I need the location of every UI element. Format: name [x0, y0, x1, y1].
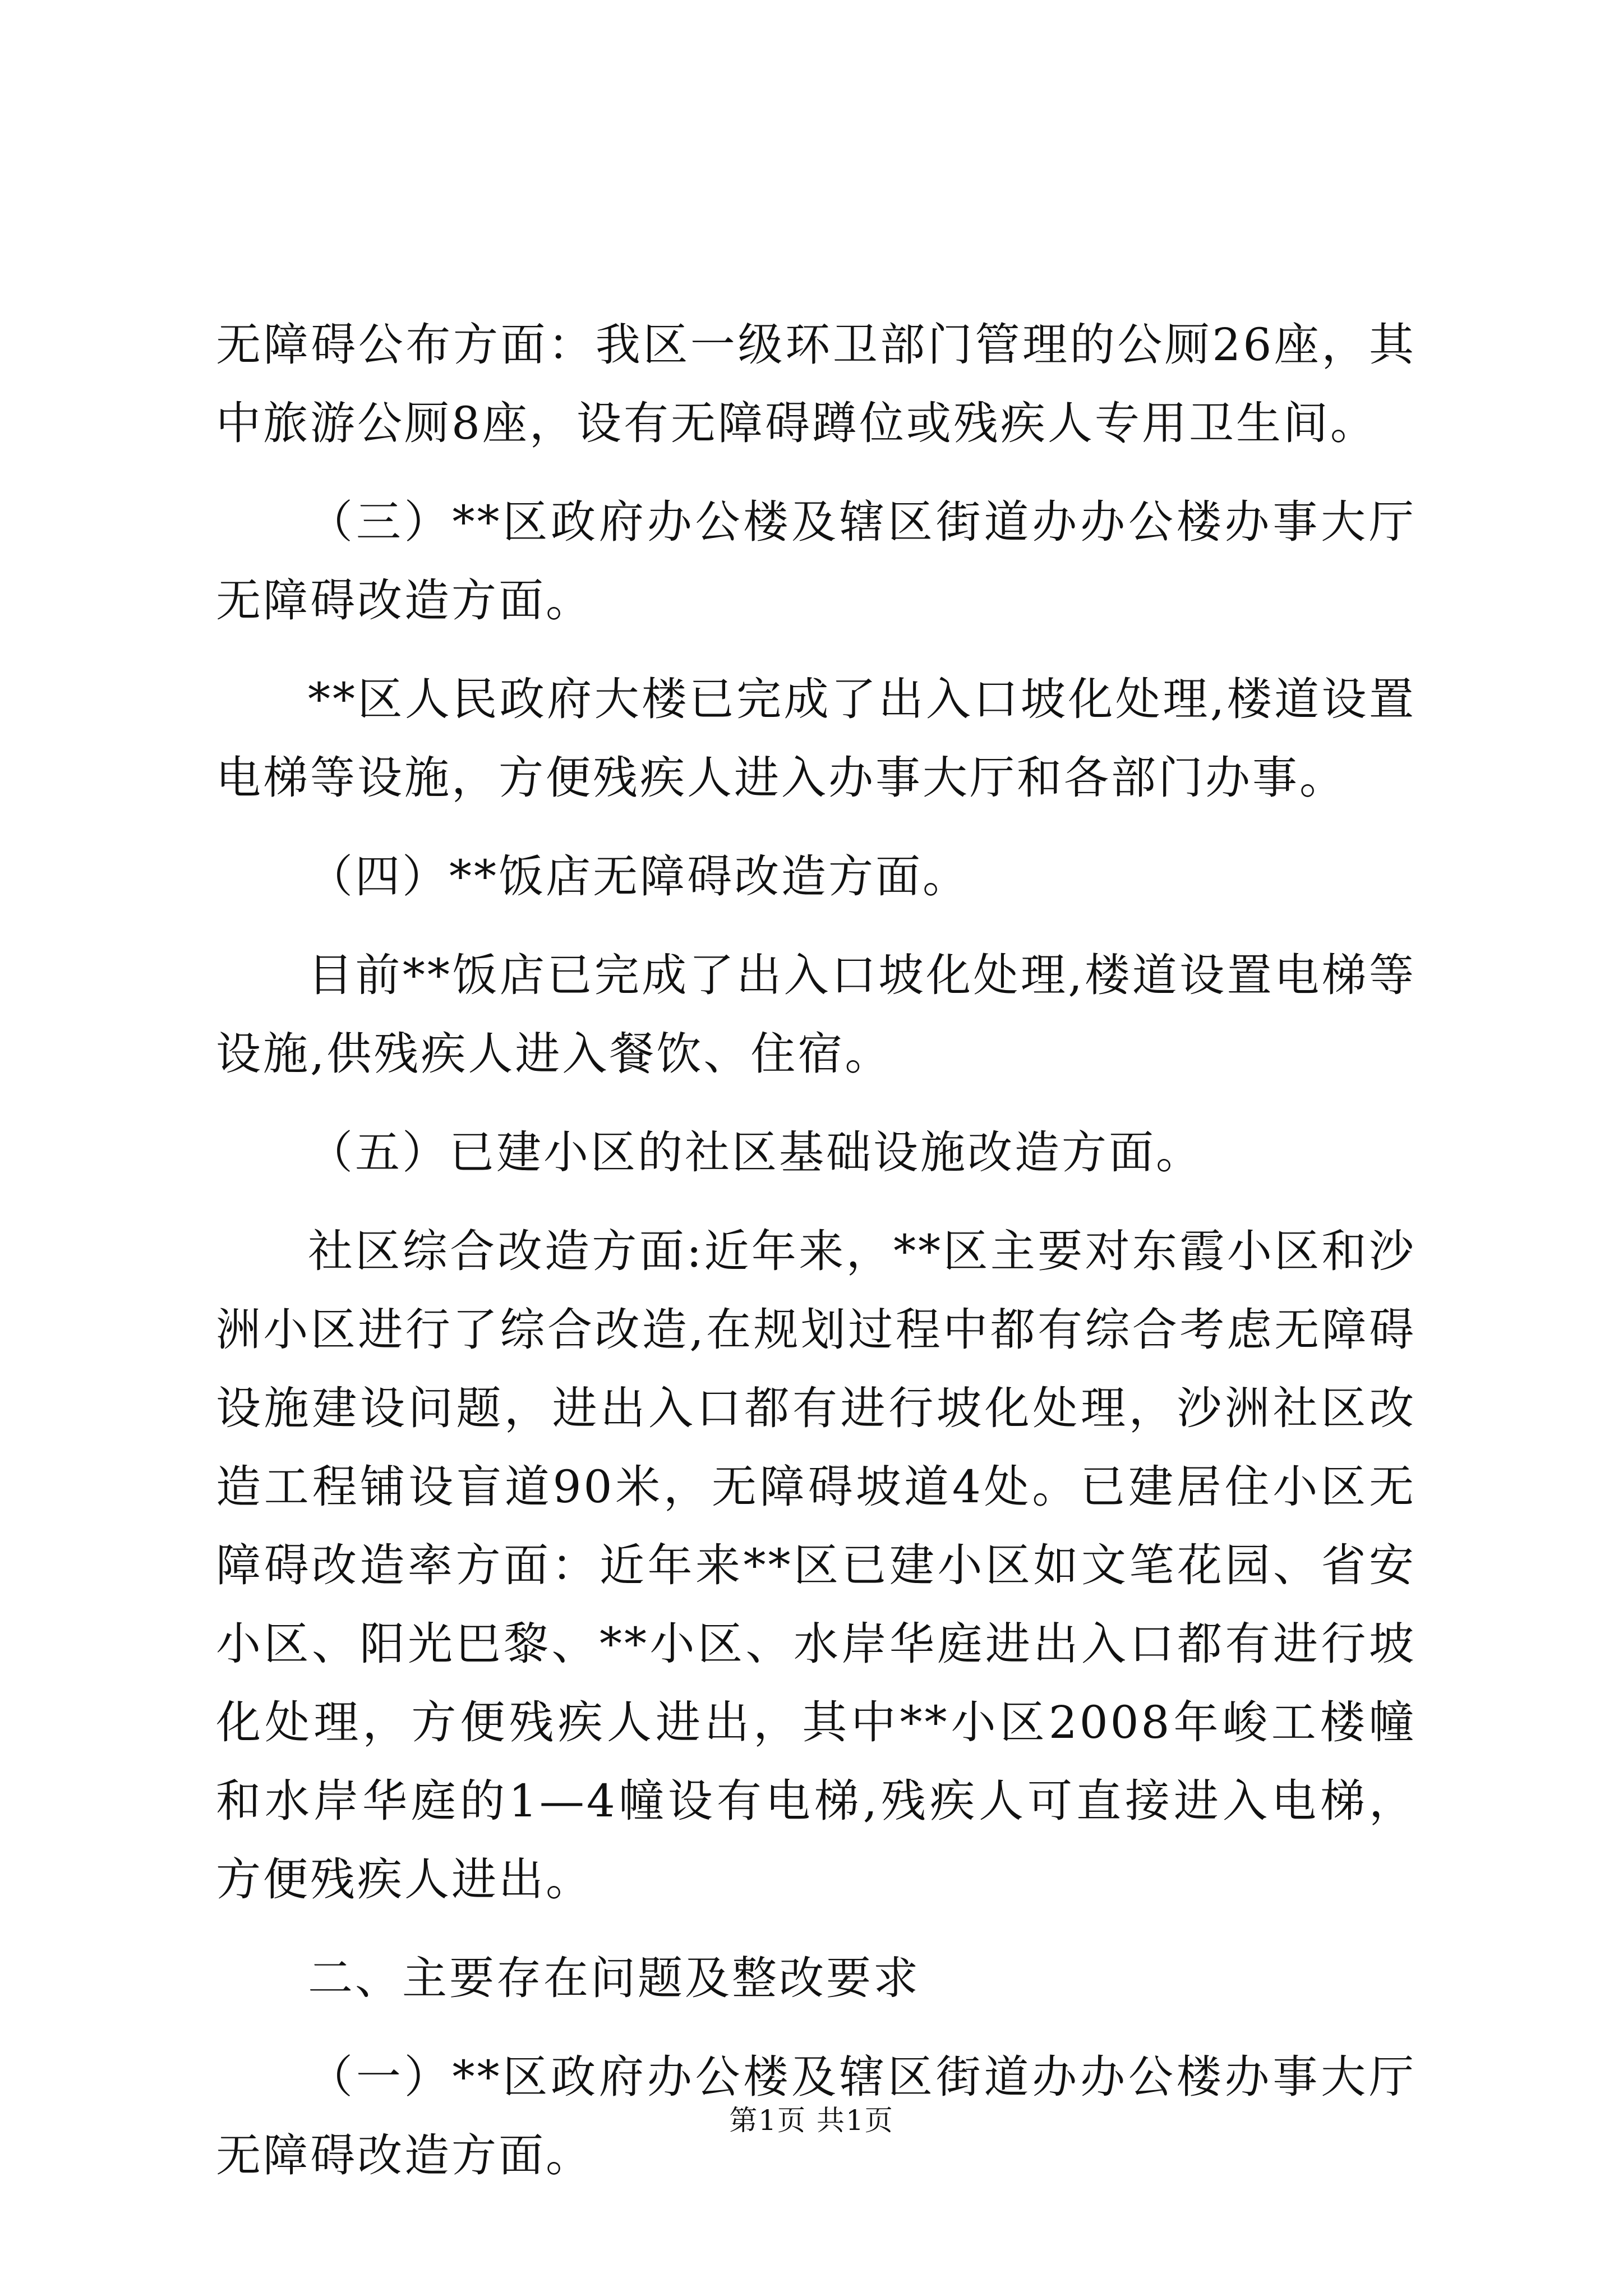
- page-number: 第1页 共1页: [729, 2104, 894, 2137]
- page-footer: [0, 2098, 1623, 2143]
- document-body: [216, 306, 1416, 2215]
- paragraph-government-building: **区人民政府大楼已完成了出入口坡化处理,楼道设置电梯等设施，方便残疾人进入办事大厅和各部门办事。: [216, 673, 1416, 804]
- heading-part-2-section-1: （一）**区政府办公楼及辖区街道办办公楼办事大厅无障碍改造方面。: [216, 2051, 1416, 2182]
- heading-part-2: 二、主要存在问题及整改要求: [308, 1952, 920, 2004]
- paragraph-public-toilets: 无障碍公布方面：我区一级环卫部门管理的公厕26座，其中旅游公厕8座，设有无障碍蹲位或残疾人专用卫生间。: [216, 319, 1416, 449]
- heading-section-4: （四）**饭店无障碍改造方面。: [308, 850, 970, 903]
- heading-section-3: （三）**区政府办公楼及辖区街道办办公楼办事大厅无障碍改造方面。: [216, 496, 1416, 627]
- heading-section-5: （五）已建小区的社区基础设施改造方面。: [308, 1126, 1203, 1179]
- paragraph-hotel: 目前**饭店已完成了出入口坡化处理,楼道设置电梯等设施,供残疾人进入餐饮、住宿。: [216, 949, 1416, 1080]
- paragraph-community-renovation: 社区综合改造方面:近年来，**区主要对东霞小区和沙洲小区进行了综合改造,在规划过程中都有综合考虑无障碍设施建设问题，进出入口都有进行坡化处理，沙洲社区改造工程铺设盲道90米，无障碍坡道4处。已建居住小区无障碍改造率方面：近年来**区已建小区如文笔花园、省安小区、阳光巴黎、**小区、水岸华庭进出入口都有进行坡化处理，方便残疾人进出，其中**小区2008年峻工楼幢和水岸华庭的1—4幢设有电梯,残疾人可直接进入电梯，方便残疾人进出。: [216, 1225, 1416, 1906]
